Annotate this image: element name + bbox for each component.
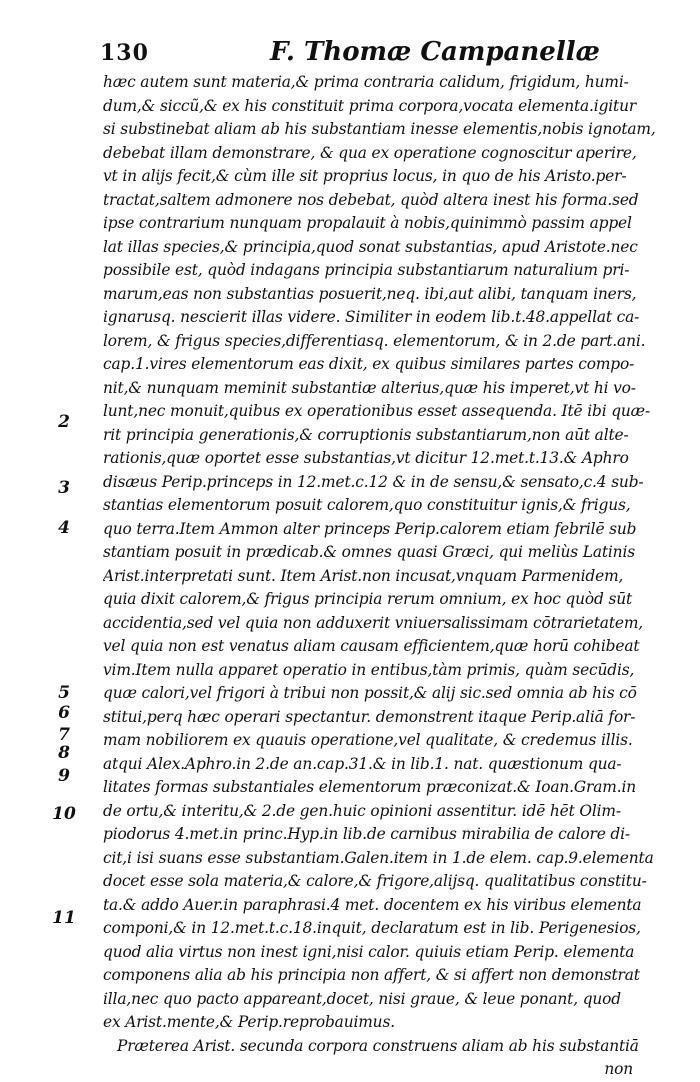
body-text [103,71,663,1082]
text-line: cit,i isi suans esse substantiam.Galen.item in 1.de elem. cap.9.elementa [103,848,654,867]
text-line: quæ calori,vel frigori à tribui non possit,& alij sic.sed omnia ab his cō [103,684,637,702]
running-title: F. Thomæ Campanellæ [270,37,600,67]
margin-note: 10 [52,804,76,824]
text-line: docet esse sola materia,& calore,& frigore,alijsq. qualitatibus constitu- [103,872,647,890]
text-line: stantiam posuit in prædicab.& omnes quasi Græci, qui meliùs Latinis [103,543,635,561]
text-line: tractat,saltem admonere nos debebat, quòd altera inest his forma.sed [103,190,639,209]
text-line: dum,& siccũ,& ex his constituit prima corpora,vocata elementa.igitur [103,96,637,115]
margin-note: 2 [58,412,70,432]
margin-note: 7 [58,725,70,745]
margin-note: 8 [58,743,70,763]
text-line: componens alia ab his principia non affert, & si affert non demonstrat [103,966,640,984]
text-line: vel quia non est venatus aliam causam efficientem,quæ horū cohibeat [103,637,640,655]
text-line: piodorus 4.met.in princ.Hyp.in lib.de carnibus mirabilia de calore di- [103,825,630,843]
text-line: componi,& in 12.met.t.c.18.inquit, declaratum est in lib. Perigenesios, [103,919,641,937]
text-line: cap.1.vires elementorum eas dixit, ex quibus similares partes compo- [103,355,635,373]
text-line: lorem, & frigus species,differentiasq. elementorum, & in 2.de part.ani. [103,331,646,350]
text-line: debebat illam demonstrare, & qua ex operatione cognoscitur aperire, [103,143,637,162]
text-line: accidentia,sed vel quia non adduxerit vniuersalissimam cōtrarietatem, [103,613,644,632]
margin-notes [0,0,100,1031]
margin-note: 9 [58,766,70,786]
text-line: rit principia generationis,& corruptionis substantiarum,non aūt alte- [103,425,629,444]
text-line: ta.& addo Auer.in paraphrasi.4 met. docentem ex his viribus elementa [103,895,642,914]
text-line: ipse contrarium nunquam propalauit à nobis,quinimmò passim appel [103,214,632,232]
text-line: hæc autem sunt materia,& prima contraria calidum, frigidum, humi- [103,73,629,91]
text-line: possibile est, quòd indagans principia substantiarum naturalium pri- [103,261,630,279]
text-line: lat illas species,& principia,quod sonat substantias, apud Aristote.nec [103,237,638,256]
text-line: ex Arist.mente,& Perip.reprobauimus. [103,1013,395,1031]
text-line: quia dixit calorem,& frigus principia rerum omnium, ex hoc quòd sūt [103,590,632,608]
text-line: nit,& nunquam meminit substantiæ alterius,quæ his imperet,vt hi vo- [103,378,636,397]
text-line: atqui Alex.Aphro.in 2.de an.cap.31.& in lib.1. nat. quæstionum qua- [103,754,622,773]
text-line: stantias elementorum posuit calorem,quo constituitur ignis,& frigus, [103,496,631,514]
page-header [100,37,660,70]
text-line: lunt,nec monuit,quibus ex operationibus esset assequenda. Itē ibi quæ- [103,402,651,420]
text-line: Arist.interpretati sunt. Item Arist.non incusat,vnquam Parmenidem, [103,566,624,585]
margin-note: 5 [58,683,70,703]
text-line: vt in alijs fecit,& cùm ille sit proprius locus, in quo de his Aristo.per- [103,167,627,185]
text-line: Præterea Arist. secunda corpora construens aliam ab his substantiā [117,1036,639,1055]
text-line: stitui,perq hæc operari spectantur. demonstrent itaque Perip.aliā for- [103,707,636,726]
text-line: vim.Item nulla apparet operatio in entibus,tàm primis, quàm secūdis, [103,660,635,679]
text-line: ignarusq. nescierit illas videre. Similiter in eodem lib.t.48.appellat ca- [103,308,640,326]
page-number: 130 [100,40,149,66]
catchword: non [604,1060,633,1078]
text-line: quo terra.Item Ammon alter princeps Perip.calorem etiam febrilē sub [103,519,637,538]
text-line: illa,nec quo pacto appareant,docet, nisi graue, & leue ponant, quod [103,989,621,1008]
margin-note: 4 [58,518,70,538]
text-line: marum,eas non substantias posuerit,neq. ibi,aut alibi, tanquam iners, [103,284,637,303]
text-line: quod alia virtus non inest igni,nisi calor. quiuis etiam Perip. elementa [103,942,635,961]
text-line: de ortu,& interitu,& 2.de gen.huic opinioni assentitur. idē hēt Olim- [103,801,621,820]
text-line: rationis,quæ oportet esse substantias,vt dicitur 12.met.t.13.& Aphro [103,449,629,467]
text-line: mam nobiliorem ex quauis operatione,vel qualitate, & credemus illis. [103,731,633,749]
text-line: disæus Perip.princeps in 12.met.c.12 & in de sensu,& sensato,c.4 sub- [103,472,644,491]
margin-note: 3 [58,478,70,498]
margin-note: 11 [52,908,76,928]
text-line: litates formas substantiales elementorum præconizat.& Ioan.Gram.in [103,778,636,796]
margin-note: 6 [58,703,70,723]
text-line: si substinebat aliam ab his substantiam inesse elementis,nobis ignotam, [103,120,656,138]
